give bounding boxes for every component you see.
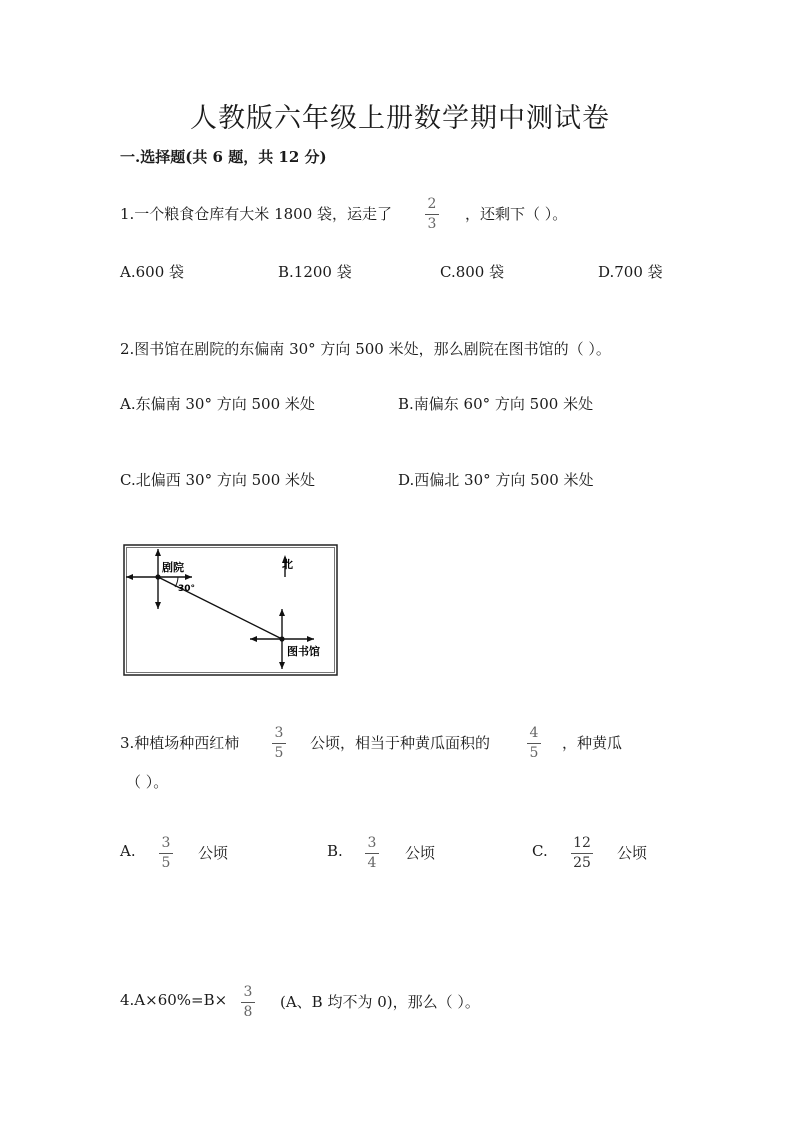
- q2-option-d[interactable]: D.西偏北 30° 方向 500 米处: [398, 471, 594, 489]
- page-title: 人教版六年级上册数学期中测试卷: [190, 103, 610, 134]
- fraction-numerator: 3: [243, 984, 253, 1000]
- q2-option-b[interactable]: B.南偏东 60° 方向 500 米处: [398, 395, 594, 413]
- fraction-denominator: 25: [573, 855, 591, 871]
- q1-option-b[interactable]: B.1200 袋: [278, 263, 352, 281]
- q3-fraction-2: [527, 726, 541, 761]
- q3-fraction-1: [272, 726, 286, 761]
- theater-east-arrow: [185, 574, 192, 580]
- q2-option-c[interactable]: C.北偏西 30° 方向 500 米处: [120, 471, 316, 489]
- q4-fraction: [241, 985, 255, 1020]
- option-letter: C.: [532, 842, 548, 860]
- library-label: 图书馆: [287, 645, 320, 658]
- option-letter: A.: [120, 842, 136, 860]
- fraction-bar: [241, 1002, 255, 1003]
- fraction-numerator: 2: [427, 196, 437, 212]
- option-fraction: [159, 836, 173, 871]
- fraction-denominator: 8: [243, 1004, 253, 1020]
- q1-option-a[interactable]: A.600 袋: [120, 263, 184, 281]
- fraction-bar: [571, 853, 593, 854]
- connecting-line: [158, 577, 282, 639]
- q1-fraction: [425, 197, 439, 232]
- q1-text-after: ，还剩下（ ）。: [465, 205, 568, 223]
- q3-line-2: （ ）。: [126, 773, 169, 791]
- fraction-bar: [527, 743, 541, 744]
- section-heading: 一.选择题(共 6 题，共 12 分): [120, 148, 327, 166]
- option-fraction: [365, 836, 379, 871]
- q4-text-b: (A、B 均不为 0)，那么（ ）。: [280, 993, 480, 1011]
- theater-south-arrow: [155, 602, 161, 609]
- library-south-arrow: [279, 662, 285, 669]
- q2-text: 2.图书馆在剧院的东偏南 30° 方向 500 米处，那么剧院在图书馆的（ ）。: [120, 340, 611, 358]
- angle-label: 30°: [178, 584, 196, 594]
- fraction-denominator: 5: [161, 855, 171, 871]
- q1-option-c[interactable]: C.800 袋: [440, 263, 505, 281]
- option-unit: 公顷: [617, 844, 648, 862]
- fraction-numerator: 3: [161, 835, 171, 851]
- fraction-bar: [425, 214, 439, 215]
- library-west-arrow: [250, 636, 257, 642]
- fraction-numerator: 12: [573, 835, 591, 851]
- north-label: 北: [282, 558, 293, 571]
- q3-text-c: ，种黄瓜: [562, 734, 623, 752]
- q2-option-a[interactable]: A.东偏南 30° 方向 500 米处: [120, 395, 315, 413]
- option-unit: 公顷: [405, 844, 436, 862]
- option-letter: B.: [327, 842, 343, 860]
- option-unit: 公顷: [198, 844, 229, 862]
- q3-text-a: 3.种植场种西红柿: [120, 734, 240, 752]
- fraction-bar: [365, 853, 379, 854]
- fraction-numerator: 3: [274, 725, 284, 741]
- option-fraction: [571, 836, 593, 871]
- q1-option-d[interactable]: D.700 袋: [598, 263, 663, 281]
- q1-text-before: 1.一个粮食仓库有大米 1800 袋，运走了: [120, 205, 393, 223]
- fraction-denominator: 5: [529, 745, 539, 761]
- library-east-arrow: [307, 636, 314, 642]
- fraction-numerator: 4: [529, 725, 539, 741]
- direction-diagram: [122, 543, 340, 678]
- fraction-denominator: 3: [427, 216, 437, 232]
- fraction-denominator: 4: [367, 855, 377, 871]
- theater-north-arrow: [155, 549, 161, 556]
- fraction-denominator: 5: [274, 745, 284, 761]
- fraction-numerator: 3: [367, 835, 377, 851]
- fraction-bar: [159, 853, 173, 854]
- library-north-arrow: [279, 609, 285, 616]
- q4-text-a: 4.A×60%=B×: [120, 991, 228, 1009]
- q3-text-b: 公顷，相当于种黄瓜面积的: [310, 734, 491, 752]
- theater-west-arrow: [126, 574, 133, 580]
- library-point: [279, 636, 284, 641]
- theater-label: 剧院: [162, 561, 184, 574]
- fraction-bar: [272, 743, 286, 744]
